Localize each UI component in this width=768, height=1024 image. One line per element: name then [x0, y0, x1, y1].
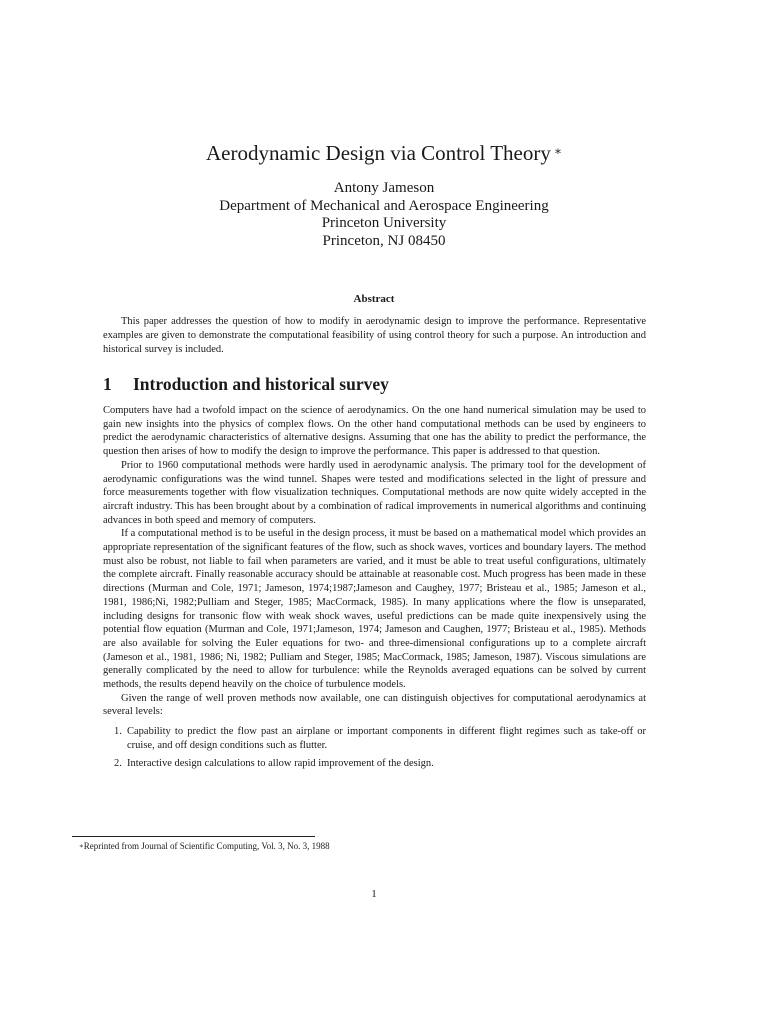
section-number: 1 — [103, 374, 112, 394]
footnote — [79, 840, 330, 852]
page-number: 1 — [371, 888, 377, 900]
list-item-text: Capability to predict the flow past an airplane or important components in different flight regimes such as take-off or cruise, and off design conditions such as flutter. — [127, 726, 646, 751]
objectives-list — [103, 725, 646, 770]
author-department: Department of Mechanical and Aerospace Engineering — [219, 197, 549, 214]
list-item — [103, 757, 646, 771]
paper-title — [0, 139, 768, 167]
section-heading — [103, 374, 389, 395]
footnote-mark: ∗ — [79, 842, 84, 850]
paragraph: Prior to 1960 computational methods were hardly used in aerodynamic analysis. The primary tool for the development of aerodynamic configurations was the wind tunnel. Shapes were tested and modifications selected in the light of pressure and force measurements together with flow visualization techniques. Computational methods are now quite widely accepted in the aircraft industry. This has been brought about by a combination of radical improvements in numerical algorithms and continuing advances in both speed and memory of computers. — [103, 459, 646, 526]
abstract-heading: Abstract — [353, 293, 395, 305]
list-item — [103, 725, 646, 752]
section-body — [103, 404, 646, 774]
paragraph: Given the range of well proven methods now available, one can distinguish objectives for computational aerodynamics at several levels: — [103, 692, 646, 718]
author-university: Princeton University — [321, 215, 447, 231]
author-name: Antony Jameson — [333, 180, 435, 196]
list-item-number: 2. — [114, 757, 122, 769]
abstract-text: This paper addresses the question of how to modify in aerodynamic design to improve the performance. Representative examples are given to demonstrate the computational feasibility of using control theory for such a purpose. An introduction and historical survey is included. — [103, 316, 646, 355]
paragraph: Computers have had a twofold impact on the science of aerodynamics. On the one hand numerical simulation may be used to gain new insights into the physics of complex flows. On the other hand computational methods can be used by engineers to predict the aerodynamic characteristics of alternative designs. Assuming that one has the ability to predict the performance, the question then arises of how to modify the design to improve the performance. This paper is addressed to that question. — [103, 405, 646, 458]
paper-title-text: Aerodynamic Design via Control Theory — [205, 141, 551, 165]
paragraph: If a computational method is to be useful in the design process, it must be based on a mathematical model which provides an appropriate representation of the significant features of the flow, such as shock waves, vortices and boundary layers. The method must also be robust, not liable to fail when parameters are varied, and it must be able to treat useful configurations, ultimately the complete aircraft. Finally reasonable accuracy should be attainable at reasonable cost. Much progress has been made in these directions (Murman and Cole, 1971; Jameson, 1974;1987;Jameson and Caughey, 1977; Bristeau et al., 1985; Jameson et al., 1981, 1986;Ni, 1982;Pulliam and Steger, 1985; MacCormack, 1985). In many applications where the flow is unseparated, including designs for transonic flow with weak shock waves, useful predictions can be made quite inexpensively using the potential flow equation (Murman and Cole, 1971;Jameson, 1974; Jameson and Caughen, 1977; Bristeau et al., 1985). Methods are also available for solving the Euler equations for two- and three-dimensional configurations up to a complete aircraft (Jameson et al., 1981, 1986; Ni, 1982; Pulliam and Steger, 1985; MacCormack, 1985; Jameson, 1987). Viscous simulations are generally complicated by the need to allow for turbulence: while the Reynolds averaged equations can be solved by current methods, the results depend heavily on the choice of turbulence models. — [103, 528, 646, 691]
author-location: Princeton, NJ 08450 — [322, 232, 446, 249]
list-item-number: 1. — [114, 726, 122, 738]
footnote-rule — [72, 836, 315, 837]
title-footnote-mark: ∗ — [553, 144, 563, 158]
section-title: Introduction and historical survey — [133, 374, 389, 394]
author-block — [0, 180, 768, 250]
footnote-text: Reprinted from Journal of Scientific Computing, Vol. 3, No. 3, 1988 — [83, 841, 330, 851]
list-item-text: Interactive design calculations to allow rapid improvement of the design. — [127, 757, 434, 769]
